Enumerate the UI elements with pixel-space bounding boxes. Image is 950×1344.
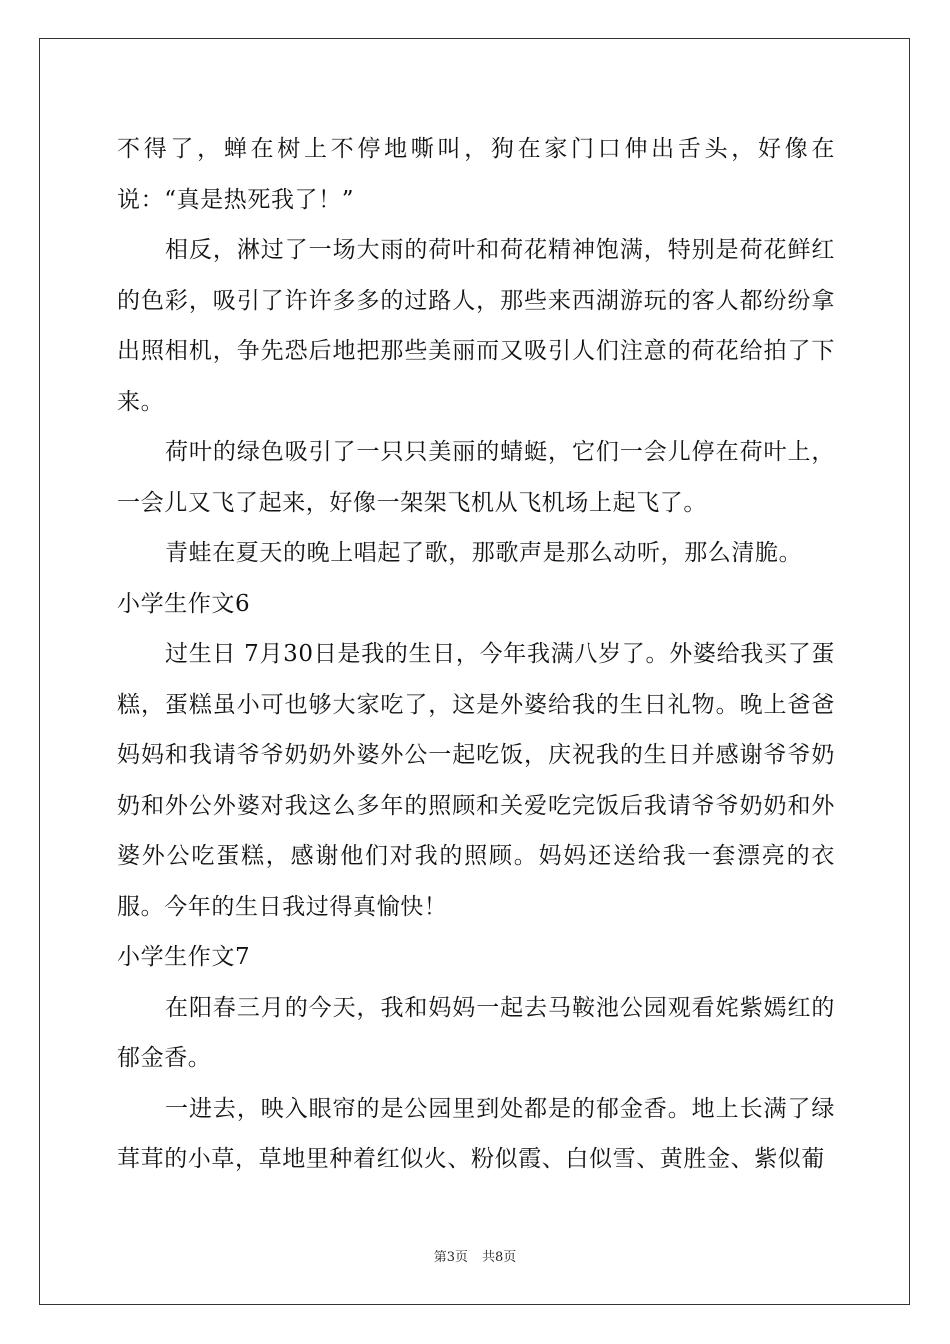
document-body [117, 124, 835, 1185]
page-footer [0, 1246, 950, 1265]
paragraph-6: 在阳春三月的今天，我和妈妈一起去马鞍池公园观看姹紫嫣红的郁金香。 [117, 994, 835, 1071]
page-total: 共8页 [482, 1250, 517, 1265]
paragraph-1: 不得了，蝉在树上不停地嘶叫，狗在家门口伸出舌头，好像在说：“真是热死我了！” [117, 136, 835, 213]
paragraph-5: 过生日 7月30日是我的生日，今年我满八岁了。外婆给我买了蛋糕，蛋糕虽小可也够大家吃了，这是外婆给我的生日礼物。晚上爸爸妈妈和我请爷爷奶奶外婆外公一起吃饭，庆祝我的生日并感谢爷爷奶奶和外公外婆对我这么多年的照顾和关爱吃完饭后我请爷爷奶奶和外婆外公吃蛋糕，感谢他们对我的照顾。妈妈还送给我一套漂亮的衣服。今年的生日我过得真愉快！ [117, 641, 835, 920]
essay-title-7: 小学生作文7 [117, 944, 251, 970]
paragraph-3: 荷叶的绿色吸引了一只只美丽的蜻蜓，它们一会儿停在荷叶上，一会儿又飞了起来，好像一架架飞机从飞机场上起飞了。 [117, 439, 835, 516]
paragraph-2: 相反，淋过了一场大雨的荷叶和荷花精神饱满，特别是荷花鲜红的色彩，吸引了许许多多的过路人，那些来西湖游玩的客人都纷纷拿出照相机，争先恐后地把那些美丽而又吸引人们注意的荷花给拍了下来。 [117, 237, 835, 415]
paragraph-4: 青蛙在夏天的晚上唱起了歌，那歌声是那么动听，那么清脆。 [165, 540, 803, 566]
essay-title-6: 小学生作文6 [117, 590, 251, 617]
page-number: 第3页 [433, 1250, 468, 1265]
paragraph-7: 一进去，映入眼帘的是公园里到处都是的郁金香。地上长满了绿茸茸的小草，草地里种着红似火、粉似霞、白似雪、黄胜金、紫似葡 [117, 1095, 835, 1172]
